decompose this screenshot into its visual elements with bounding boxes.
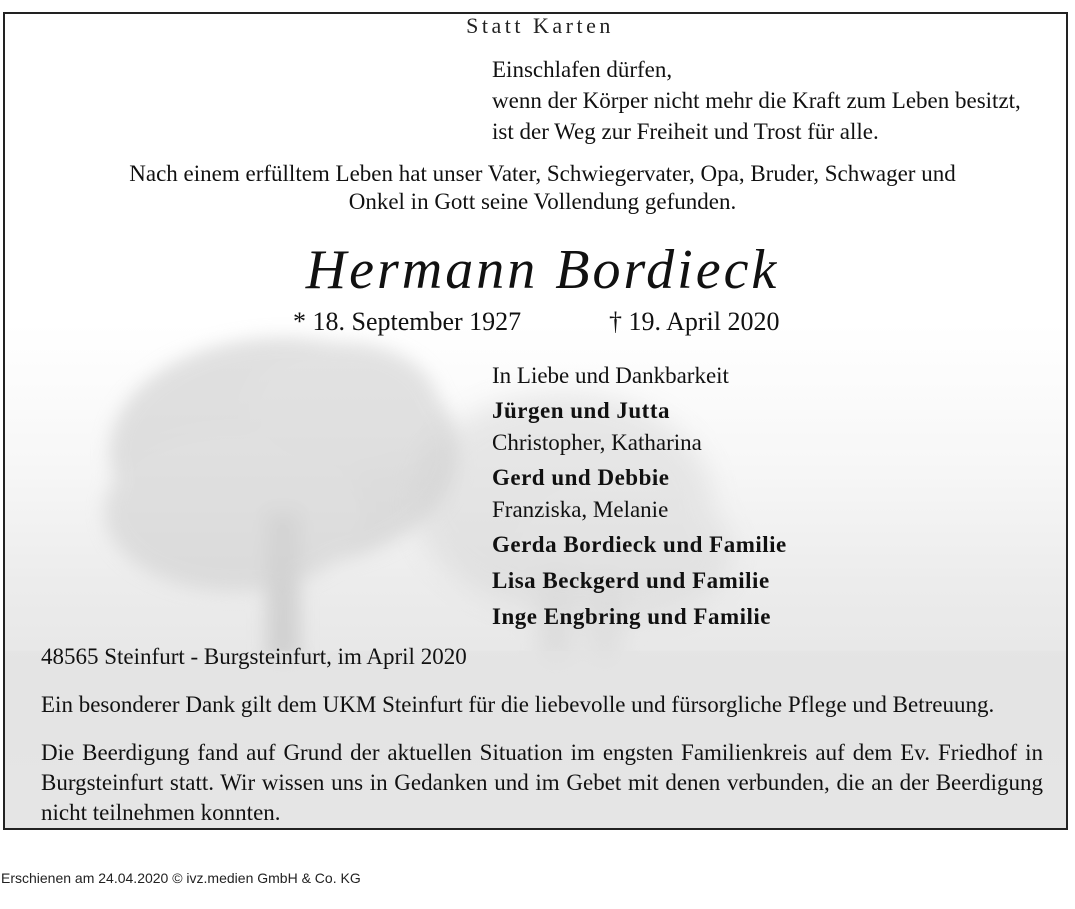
poem-line: Einschlafen dürfen, [492,57,673,82]
family-names: Gerd und Debbie [492,465,670,490]
poem [492,54,1021,147]
family-names: Lisa Beckgerd und Familie [492,568,770,593]
family-greeting: In Liebe und Dankbarkeit [492,363,729,388]
family-children: Franziska, Melanie [492,497,669,522]
notice-frame [3,12,1068,830]
death-date: † 19. April 2020 [609,307,780,336]
deceased-name: Hermann Bordieck [305,239,780,301]
family-names: Jürgen und Jutta [492,398,670,423]
family-names: Gerda Bordieck und Familie [492,532,787,557]
poem-line: wenn der Körper nicht mehr die Kraft zum Leben besitzt, [492,88,1021,113]
intro-line: Onkel in Gott seine Vollendung gefunden. [348,189,737,214]
funeral-text: Die Beerdigung fand auf Grund der aktuellen Situation im engsten Familienkreis auf dem Ev. Friedhof in Burgsteinfurt statt. Wir wissen uns in Gedanken und im Gebet mit denen verbunden, die an der Beerdigung nicht teilnehmen konnten. [41,740,1043,825]
place-date: 48565 Steinfurt - Burgsteinfurt, im April 2020 [41,644,467,669]
poem-line: ist der Weg zur Freiheit und Trost für alle. [492,119,879,144]
thanks-text: Ein besonderer Dank gilt dem UKM Steinfurt für die liebevolle und fürsorgliche Pflege und Betreuung. [41,692,995,717]
family-names: Inge Engbring und Familie [492,604,771,629]
tree-left [105,337,459,660]
family-children: Christopher, Katharina [492,430,702,455]
birth-date: * 18. September 1927 [293,307,522,336]
publication-footer: Erschienen am 24.04.2020 © ivz.medien GmbH & Co. KG [1,870,361,886]
header-title: Statt Karten [423,14,657,38]
intro-text [45,160,1040,216]
intro-line: Nach einem erfülltem Leben hat unser Vater, Schwiegervater, Opa, Bruder, Schwager und [129,161,956,186]
family-list [492,360,787,633]
